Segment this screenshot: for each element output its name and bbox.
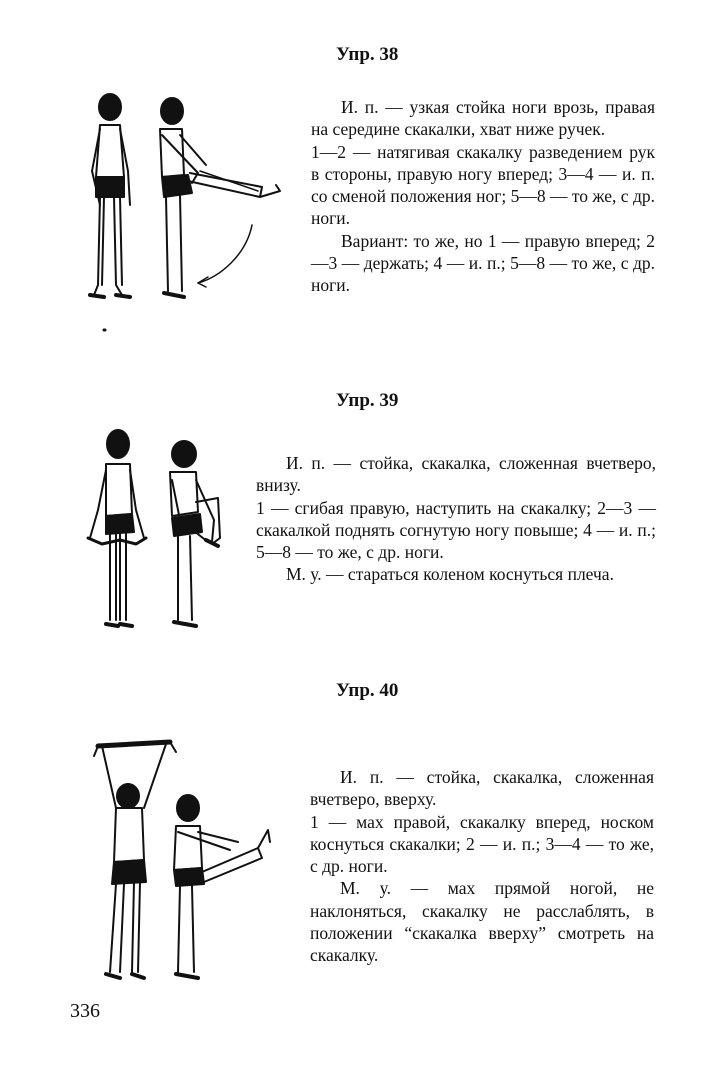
exercise-38-paragraph: 1—2 — натягивая скакалку разведением рук в стороны, правую ногу вперед; 3—4 — и. п. со сменой положения ног; 5—8 — то же, с др. ноги. [311,141,655,229]
exercise-38-illustration [70,85,300,335]
arms-up-figure [94,742,176,978]
exercise-39-paragraph: И. п. — стойка, скакалка, сложенная вчетверо, внизу. [256,453,656,496]
leg-forward-figure [160,98,280,297]
exercise-39-paragraph: 1 — сгибая правую, наступить на скакалку; 2—3 — скакалкой поднять согнутую ногу повыше; 4 — и. п.; 5—8 — то же, с др. ноги. [256,497,656,563]
exercise-40-paragraph: 1 — мах правой, скакалку вперед, носком коснуться скакалки; 2 — и. п.; 3—4 — то же, с др. ноги. [310,811,654,877]
leg-swing-figure [174,795,270,978]
exercise-39-paragraph: М. у. — стараться коленом коснуться плеча. [286,564,614,585]
exercise-40-text [310,766,654,967]
exercise-38-paragraph: И. п. — узкая стойка ноги врозь, правая на середине скакалки, хват ниже ручек. [311,97,655,140]
exercise-39-illustration [80,420,260,640]
standing-figure [88,430,146,626]
page-number: 336 [70,1000,100,1022]
exercise-40-illustration [80,732,280,992]
exercise-39-text [256,452,656,586]
exercise-40-paragraph: И. п. — стойка, скакалка, сложенная вчетверо, вверху. [310,767,654,810]
exercise-39-title: Упр. 39 [336,390,399,411]
exercise-38-text [311,96,655,297]
exercise-40-title: Упр. 40 [336,680,399,701]
standing-figure [90,94,130,297]
knee-raise-figure [170,441,220,626]
exercise-38-title: Упр. 38 [336,44,399,65]
exercise-40-paragraph: М. у. — мах прямой ногой, не наклоняться, скакалку не расслаблять, в положении “скакалка вверху” смотреть на скакалку. [310,878,654,966]
exercise-38-paragraph: Вариант: то же, но 1 — правую вперед; 2—3 — держать; 4 — и. п.; 5—8 — то же, с др. ноги. [311,230,655,296]
